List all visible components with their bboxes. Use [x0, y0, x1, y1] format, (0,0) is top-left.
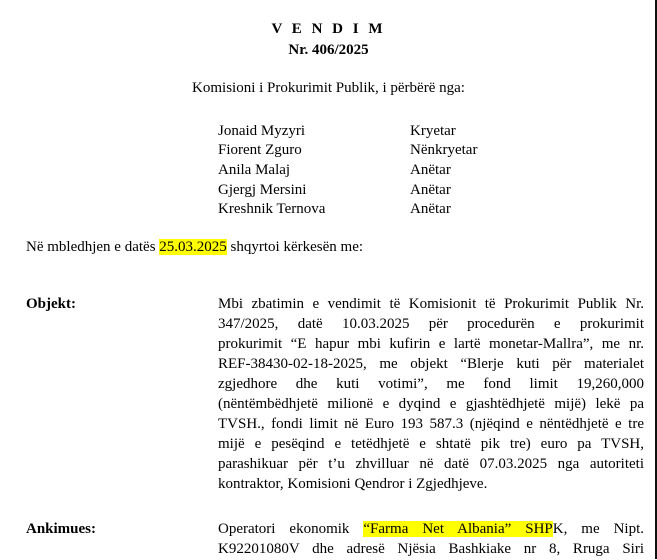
- ankimues-label: Ankimues:: [26, 521, 97, 537]
- meeting-prefix: Në mbledhjen e datës: [26, 239, 160, 255]
- member-row: [218, 123, 548, 142]
- ankimues-line: [218, 521, 644, 540]
- objekt-line: prokurimit “E hapur mbi kufirin e lartë monetar-Mallra”, me nr.: [218, 336, 644, 352]
- member-role: Anëtar: [410, 162, 451, 178]
- meeting-date: 25.03.2025: [159, 239, 227, 255]
- objekt-line: mijë e pesëqind e tetëdhjetë e shtatë pik tre) euro pa TVSH,: [218, 436, 644, 452]
- objekt-line: TVSH., fondi limit në Euro 193 587.3 (njëqind e nëntëdhjetë e tre: [218, 416, 644, 432]
- member-row: [218, 142, 548, 161]
- member-name: Kreshnik Ternova: [218, 201, 326, 217]
- member-role: Anëtar: [410, 182, 451, 198]
- meeting-statement: [26, 239, 363, 256]
- objekt-line: parashikuar për t’u zhvilluar në datë 07.03.2025 nga autoriteti: [218, 456, 644, 472]
- ankimues-operator-name: “Farma Net Albania” SHP: [363, 521, 553, 537]
- member-name: Fiorent Zguro: [218, 142, 302, 158]
- member-role: Anëtar: [410, 201, 451, 217]
- decision-number: Nr. 406/2025: [288, 42, 369, 58]
- objekt-label: Objekt:: [26, 296, 76, 312]
- objekt-line: 347/2025, datë 10.03.2025 për procedurën e prokurimit: [218, 316, 644, 332]
- decision-title: V E N D I M: [271, 21, 386, 37]
- objekt-line: (nëntëmbëdhjetë milionë e dyqind e gjashtëdhjetë mijë) lekë pa: [218, 396, 644, 412]
- member-name: Anila Malaj: [218, 162, 291, 178]
- member-row: [218, 201, 548, 220]
- member-role: Nënkryetar: [410, 142, 478, 158]
- member-row: [218, 182, 548, 201]
- ankimues-line: K92201080V dhe adresë Njësia Bashkiake nr 8, Rruga Siri: [218, 541, 644, 557]
- committee-intro: Komisioni i Prokurimit Publik, i përbërë nga:: [192, 80, 465, 96]
- objekt-line: kontraktor, Komisioni Qendror i Zgjedhjeve.: [218, 476, 488, 492]
- ankimues-prefix: Operatori ekonomik: [218, 521, 364, 537]
- meeting-suffix: shqyrtoi kërkesën me:: [226, 239, 364, 255]
- objekt-line: zgjedhore dhe kuti votimi”, me fond limit 19,260,000: [218, 376, 644, 392]
- objekt-line: REF-38430-02-18-2025, me objekt “Blerje kuti për materialet: [218, 356, 644, 372]
- ankimues-suffix: K, me Nipt.: [552, 521, 644, 537]
- member-name: Gjergj Mersini: [218, 182, 307, 198]
- member-row: [218, 162, 548, 181]
- member-name: Jonaid Myzyri: [218, 123, 306, 139]
- objekt-line: Mbi zbatimin e vendimit të Komisionit të Prokurimit Publik Nr.: [218, 296, 644, 312]
- member-role: Kryetar: [410, 123, 456, 139]
